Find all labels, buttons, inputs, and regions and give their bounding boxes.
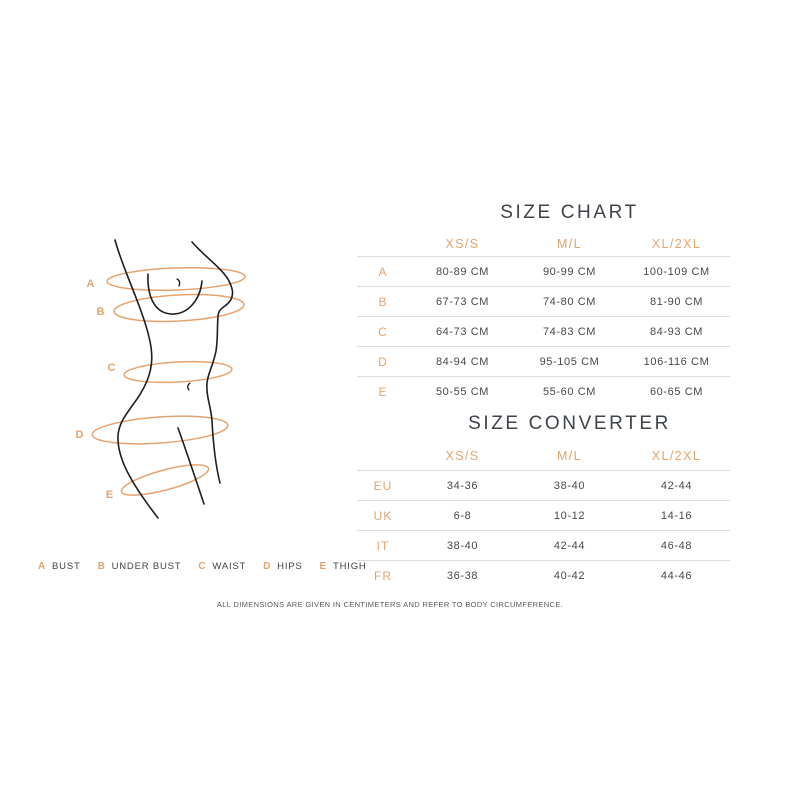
waist-ellipse (124, 359, 233, 385)
row-label: A (378, 264, 388, 279)
body-outline (115, 240, 233, 518)
row-label: UK (373, 508, 393, 523)
cell: 50-55 CM (435, 385, 490, 398)
cell: 67-73 CM (435, 295, 490, 308)
table-row-it (357, 530, 730, 560)
cell: 38-40 (553, 479, 586, 492)
row-label: E (378, 384, 388, 399)
size-converter-header-row (357, 445, 730, 467)
size-converter-col-xl2xl: XL/2XL (651, 449, 702, 463)
legend-key: E (319, 561, 328, 572)
body-measurement-diagram (30, 225, 320, 535)
hips-ellipse (91, 412, 228, 447)
cell: 95-105 CM (539, 355, 600, 368)
legend-item-underbust (98, 561, 182, 572)
underbust-ellipse (113, 292, 244, 325)
row-label: FR (374, 568, 392, 583)
figure-label-c: C (107, 362, 117, 374)
cell: 100-109 CM (643, 265, 710, 278)
size-converter-col-ml: M/L (556, 449, 583, 463)
size-converter-table (357, 470, 730, 590)
row-label: IT (376, 538, 390, 553)
legend-label: WAIST (212, 561, 247, 572)
legend-label: BUST (52, 561, 81, 572)
cell: 80-89 CM (435, 265, 490, 278)
row-label: D (378, 354, 388, 369)
cell: 90-99 CM (542, 265, 597, 278)
cell: 42-44 (660, 479, 693, 492)
table-row-d (357, 346, 730, 376)
legend-key: D (263, 561, 272, 572)
size-converter-title: SIZE CONVERTER (468, 413, 671, 434)
measurement-ellipses (91, 266, 245, 502)
body-figure-svg (30, 225, 320, 535)
tables-panel (357, 0, 752, 800)
figure-label-d: D (75, 429, 85, 441)
cell: 84-94 CM (435, 355, 490, 368)
legend-key: C (198, 561, 207, 572)
table-row-a (357, 256, 730, 286)
row-label: EU (373, 478, 393, 493)
cell: 55-60 CM (542, 385, 597, 398)
dimensions-note: ALL DIMENSIONS ARE GIVEN IN CENTIMETERS AND REFER TO BODY CIRCUMFERENCE. (216, 600, 564, 609)
table-row-e (357, 376, 730, 406)
table-row-uk (357, 500, 730, 530)
figure-label-b: B (96, 306, 106, 318)
table-row-c (357, 316, 730, 346)
bust-ellipse (107, 266, 246, 293)
nipple-mark (177, 279, 180, 286)
table-row-fr (357, 560, 730, 590)
cell: 6-8 (453, 509, 472, 522)
figure-labels (76, 278, 117, 501)
cell: 42-44 (553, 539, 586, 552)
front-outline (192, 242, 233, 483)
size-chart-col-xss: XS/S (445, 237, 480, 251)
legend-key: B (97, 561, 106, 572)
size-converter-col-xss: XS/S (445, 449, 480, 463)
cell: 84-93 CM (649, 325, 704, 338)
legend-key: A (38, 561, 47, 572)
cell: 81-90 CM (649, 295, 704, 308)
measurement-legend (38, 561, 367, 572)
figure-label-e: E (105, 489, 115, 501)
cell: 10-12 (553, 509, 586, 522)
legend-item-waist (198, 561, 246, 572)
row-label: C (378, 324, 388, 339)
cell: 44-46 (660, 569, 693, 582)
cell: 46-48 (660, 539, 693, 552)
cell: 14-16 (660, 509, 693, 522)
table-row-b (357, 286, 730, 316)
cell: 40-42 (553, 569, 586, 582)
cell: 64-73 CM (435, 325, 490, 338)
legend-item-hips (263, 561, 302, 572)
legend-item-bust (38, 561, 81, 572)
cell: 38-40 (446, 539, 479, 552)
cell: 74-83 CM (542, 325, 597, 338)
back-outline (115, 240, 158, 518)
size-chart-col-xl2xl: XL/2XL (651, 237, 702, 251)
cell: 60-65 CM (649, 385, 704, 398)
figure-label-a: A (86, 278, 96, 290)
cell: 106-116 CM (643, 355, 710, 368)
size-chart-title: SIZE CHART (500, 202, 639, 223)
size-chart-header-row (357, 233, 730, 255)
legend-label: UNDER BUST (111, 561, 182, 572)
legend-label: THIGH (333, 561, 367, 572)
table-row-eu (357, 470, 730, 500)
cell: 74-80 CM (542, 295, 597, 308)
cell: 36-38 (446, 569, 479, 582)
size-chart-col-ml: M/L (556, 237, 583, 251)
row-label: B (378, 294, 388, 309)
cell: 34-36 (446, 479, 479, 492)
navel-mark (188, 383, 190, 390)
legend-label: HIPS (277, 561, 303, 572)
size-chart-table (357, 256, 730, 406)
thigh-ellipse (119, 459, 211, 502)
